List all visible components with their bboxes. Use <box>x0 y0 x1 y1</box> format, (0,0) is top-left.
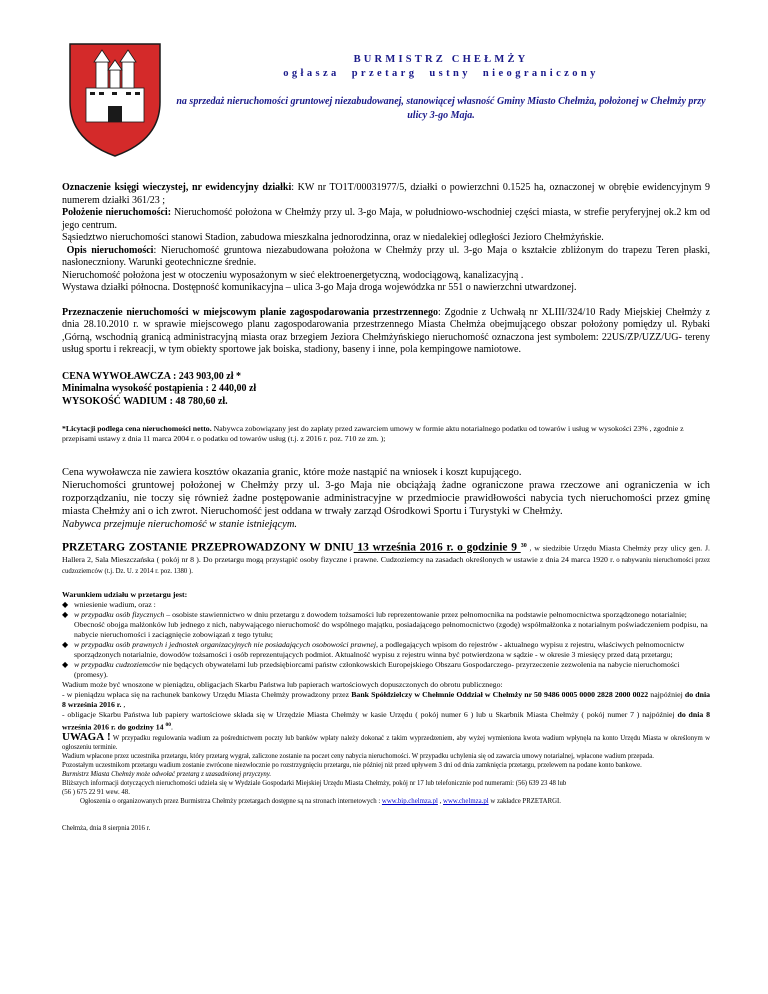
opis-text: : Nieruchomość gruntowa niezabudowana położona w Chełmży przy ul. 3-go Maja o kształcie zbliżonym do trapezu Teren płaski, nasłoneczniony. Warunki geotechniczne średnie. <box>62 244 710 268</box>
payment-3b: do dnia 8 września 2016 r. do godziny 14 <box>62 709 710 732</box>
kw-paragraph <box>62 182 710 207</box>
location-text: Nieruchomość położona w Chełmży przy ul. 3-go Maja, w południowo-wschodniej części miasta, w strefie peryferyjnej ok.2 km od jego centrum. <box>62 207 710 231</box>
plan-paragraph <box>62 307 710 357</box>
title-burmistrz: BURMISTRZ CHEŁMŻY <box>353 54 529 65</box>
chelmza-coat-of-arms <box>66 40 164 160</box>
announcement-header <box>176 53 706 123</box>
announcement-body <box>62 182 710 833</box>
uwaga-mid: , <box>437 798 444 806</box>
link-bip-chelmza[interactable]: www.bip.chelmza.pl <box>381 798 438 806</box>
conditions-title: Warunkiem udziału w przetargu jest: <box>62 589 188 599</box>
subtitle-przetarg: ogłasza przetarg ustny nieograniczony <box>283 68 599 79</box>
uwaga-t7-line <box>62 797 710 806</box>
minimum-increment: Minimalna wysokość postąpienia : 2 440,00 zł <box>62 383 257 394</box>
bank-account: Bank Spółdzielczy w Chełmnie Oddział w Chełmży nr 50 9486 0005 0000 2828 2000 0022 <box>351 689 649 699</box>
kw-label: Oznaczenie księgi wieczystej, nr ewidencyjny działki <box>62 182 292 193</box>
auction-hour-sup: 30 <box>520 543 527 549</box>
auction-paragraph <box>62 541 710 576</box>
condition-italic: w przypadku osób prawnych i jednostek organizacyjnych nie posiadających osobowości prawnej <box>74 639 377 649</box>
info-line-3: Nabywca przejmuje nieruchomość w stanie istniejącym. <box>62 519 298 530</box>
location-label: Położenie nieruchomości: <box>62 207 172 218</box>
uwaga-t6: (56 ) 675 22 91 wew. 48. <box>62 789 130 797</box>
condition-item <box>62 610 710 640</box>
condition-text: – osobiste stawiennictwo w dniu przetargu z dowodem tożsamości lub reprezentowanie przez pełnomocnika na podstawie pełnomocnictwa sporządzonego notarialnie; Obecność obojga małżonków lub jednego z nich, nabywającego nieruchomość do wspólnego majątku, posiadającego pełnomocnictwo (zgodę) współmałżonka z notarialnym poświadczeniem podpisu, na nabycie nieruchomości i zaciągnięcie zobowiązań z tego tytułu; <box>74 609 708 639</box>
payment-line-3 <box>62 710 710 733</box>
starting-price: CENA WYWOŁAWCZA : 243 903,00 zł * <box>62 370 241 382</box>
uwaga-t4: Burmistrz Miasta Chełmży może odwołać przetarg z uzasadnionej przyczyny. <box>62 771 272 779</box>
access-line: Wystawa działki północna. Dostępność komunikacyjna – ulica 3-go Maja droga wojewódzka nr 551 o nawierzchni utwardzonej. <box>62 282 577 293</box>
auction-rest-1: , w siedzibie Urzędu Miasta Chełmży przy ulicy gen. J. Hallera 2, Sala Mieszczańska ( pokój nr 8 ). Do przetargu mogą przystąpić osoby fizyczne i prawne. Cudzoziemcy na zasadach określonych w ustawie z dnia 24 marca 1920 r. <box>62 543 711 564</box>
condition-text: nie będących obywatelami lub przedsiębiorcami państw członkowskich Europejskiego Obszaru Gospodarczego- przyrzeczenie zezwolenia na nabycie nieruchomości (promesy). <box>74 659 680 679</box>
uwaga-label: UWAGA ! <box>62 731 111 744</box>
opis-label: Opis nieruchomości <box>66 244 154 256</box>
footer-date: Chełmża, dnia 8 sierpnia 2016 r. <box>62 825 151 833</box>
auction-date: 13 września 2016 r. o godzinie 9 <box>353 541 521 554</box>
condition-item <box>62 640 710 660</box>
neighbours-line: Sąsiedztwo nieruchomości stanowi Stadion, zabudowa mieszkalna jednorodzinna, oraz w niedalekiej odległości Jezioro Chełmżyńskie. <box>62 232 604 243</box>
deposit-amount: WYSOKOŚĆ WADIUM : 48 780,60 zł. <box>62 395 228 407</box>
payment-3-sup: 00 <box>165 721 171 728</box>
price-block <box>62 371 710 409</box>
condition-item <box>62 600 710 610</box>
payment-3a: - obligacje Skarbu Państwa lub papiery wartościowe składa się w Urzędzie Miasta Chełmży w kasie Urzędu ( pokój numer 6 ) lub u Skarbnik Miasta Chełmży ( pokój numer 7 ) najpóźniej <box>62 709 678 719</box>
plan-label: Przeznaczenie nieruchomości w miejscowym planie zagospodarowania przestrzennego <box>62 306 438 318</box>
plan-text: : Zgodnie z Uchwałą nr XLIII/324/10 Rady Miejskiej Chełmży z dnia 28.10.2010 r. w sprawie miejscowego planu zagospodarowania przestrzennego Miasta Chełmża obejmującego obszar położony pomiędzy ul. Rybaki ,Górną, wschodnią granicą administracyjną miasta oraz brzegiem Jeziora Chełmżyńskiego nieruchomość oznaczona jest symbolem: 22US/ZP/UZZ/UG- tereny usług sportu i rekreacji, w tym obiekty sportowe jak boiska, stadiony, baseny i inne, pola kempingowe namiotowe. <box>62 306 710 355</box>
location-paragraph <box>62 207 710 232</box>
condition-item <box>62 660 710 680</box>
info-line-1: Cena wywoławcza nie zawiera kosztów okazania granic, które może nastąpić na wniosek i koszt kupującego. <box>62 467 522 478</box>
payment-2a: - w pieniądzu wpłaca się na rachunek bankowy Urzędu Miasta Chełmży prowadzony przez <box>62 689 352 699</box>
tax-note <box>62 424 710 444</box>
payment-line-2 <box>62 690 710 710</box>
conditions-block <box>62 590 710 733</box>
uwaga-t3: Pozostałym uczestnikom przetargu wadium zostanie zwrócone niezwłocznie po rozstrzygnięciu przetargu, nie później niż przed upływem 3 dni od dnia zamknięcia przetargu, przelewem na podane konto bankowe. <box>62 762 642 770</box>
payment-3c: . <box>170 722 173 732</box>
info-block <box>62 466 710 531</box>
condition-text: , a podlegających wpisom do rejestrów - aktualnego wypisu z rejestru, właściwych pełnomocnictw sporządzonych notarialnie, dowodów tożsamości i osób reprezentujących podmiot. Aktualność wypisu z rejestru winna być potwierdzona w sądzie - w okresie 3 miesięcy przed datą przetargu; <box>74 639 685 659</box>
uwaga-t8: w zakładce PRZETARGI. <box>488 798 561 806</box>
auction-rest-2: o nabywaniu nieruchomości przez cudzoziemców (t.j. Dz. U. z 2014 r. poz. 1380 ). <box>62 556 710 575</box>
uwaga-text: W przypadku regulowania wadium za pośrednictwem poczty lub banków wpłaty należy dokonać z takim wyprzedzeniem, aby wyżej wymieniona kwota wadium wpłynęła na konto Urzędu Miasta w określonym w ogłoszeniu terminie. <box>62 735 710 752</box>
uwaga-t7: Ogłoszenia o organizowanych przez Burmistrza Chełmży przetargach dostępne są na stronach internetowych : <box>80 798 382 806</box>
payment-line-1: Wadium może być wnoszone w pieniądzu, obligacjach Skarbu Państwa lub papierach wartościowych dopuszczonych do obrotu publicznego: <box>62 679 503 689</box>
uwaga-t2: Wadium wpłacone przez uczestnika przetargu, który przetarg wygrał, zaliczone zostanie na poczet ceny nabycia nieruchomości. W przypadku uchylenia się od zawarcia umowy notarialnej, wpłacone wadium przepada. <box>62 753 654 761</box>
tax-note-text: Nabywca zobowiązany jest do zapłaty przed zawarciem umowy w formie aktu notarialnego podatku od towarów i usług w wysokości 23% , zgodnie z przepisami ustawy z dnia 11 marca 2004 r. o podatku od towarów usług (t.j. z 2016 r. poz. 710 ze zm. ); <box>62 424 684 443</box>
uwaga-block <box>62 733 710 806</box>
condition-italic: w przypadku cudzoziemców <box>74 659 161 669</box>
link-chelmza[interactable]: www.chelmza.pl <box>443 798 489 806</box>
condition-italic: w przypadku osób fizycznych <box>74 609 165 619</box>
opis-paragraph <box>62 245 710 270</box>
payment-deadline: do dnia 8 września 2016 r. <box>62 689 711 709</box>
condition-text: wniesienie wadium, oraz : <box>74 599 156 609</box>
tax-note-bold: *Licytacji podlega cena nieruchomości netto. <box>62 424 212 433</box>
auction-lead: PRZETARG ZOSTANIE PRZEPROWADZONY W DNIU <box>62 541 354 554</box>
subject-line: na sprzedaż nieruchomości gruntowej niezabudowanej, stanowiącej własność Gminy Miasto Chełmża, położonej w Chełmży przy ulicy 3-go Maja. <box>176 96 706 121</box>
info-line-2: Nieruchomości gruntowej położonej w Chełmży przy ul. 3-go Maja nie obciążają żadne ograniczone prawa rzeczowe ani ograniczenia w ich rozporządzaniu, nie toczy się również żadne postępowanie administracyjne w przedmiocie prawidłowości nabycia tych nieruchomości przez gminę miasta Chełmży ani o ich zwrot. Nieruchomość jest oddana w trwały zarząd Ośrodkowi Sportu i Turystyki w Chełmży. <box>62 480 710 517</box>
kw-text: : KW nr TO1T/00031977/5, działki o powierzchni 0.1525 ha, oznaczonej w obrębie ewidencyjnym 9 numerem działki 361/23 ; <box>62 182 710 206</box>
payment-2e: , <box>121 699 126 709</box>
payment-2c: najpóźniej <box>648 689 685 699</box>
infra-line: Nieruchomość położona jest w otoczeniu wyposażonym w sieć elektroenergetyczną, wodociągową, kanalizacyjną . <box>62 269 524 281</box>
uwaga-t5: Bliższych informacji dotyczących nieruchomości udziela się w Wydziale Gospodarki Miejskiej Urzędu Miasta Chełmży, pokój nr 17 lub telefonicznie pod numerami: (56) 639 23 48 lub <box>62 780 567 788</box>
conditions-list <box>62 600 710 680</box>
uwaga-paragraph <box>62 733 710 752</box>
